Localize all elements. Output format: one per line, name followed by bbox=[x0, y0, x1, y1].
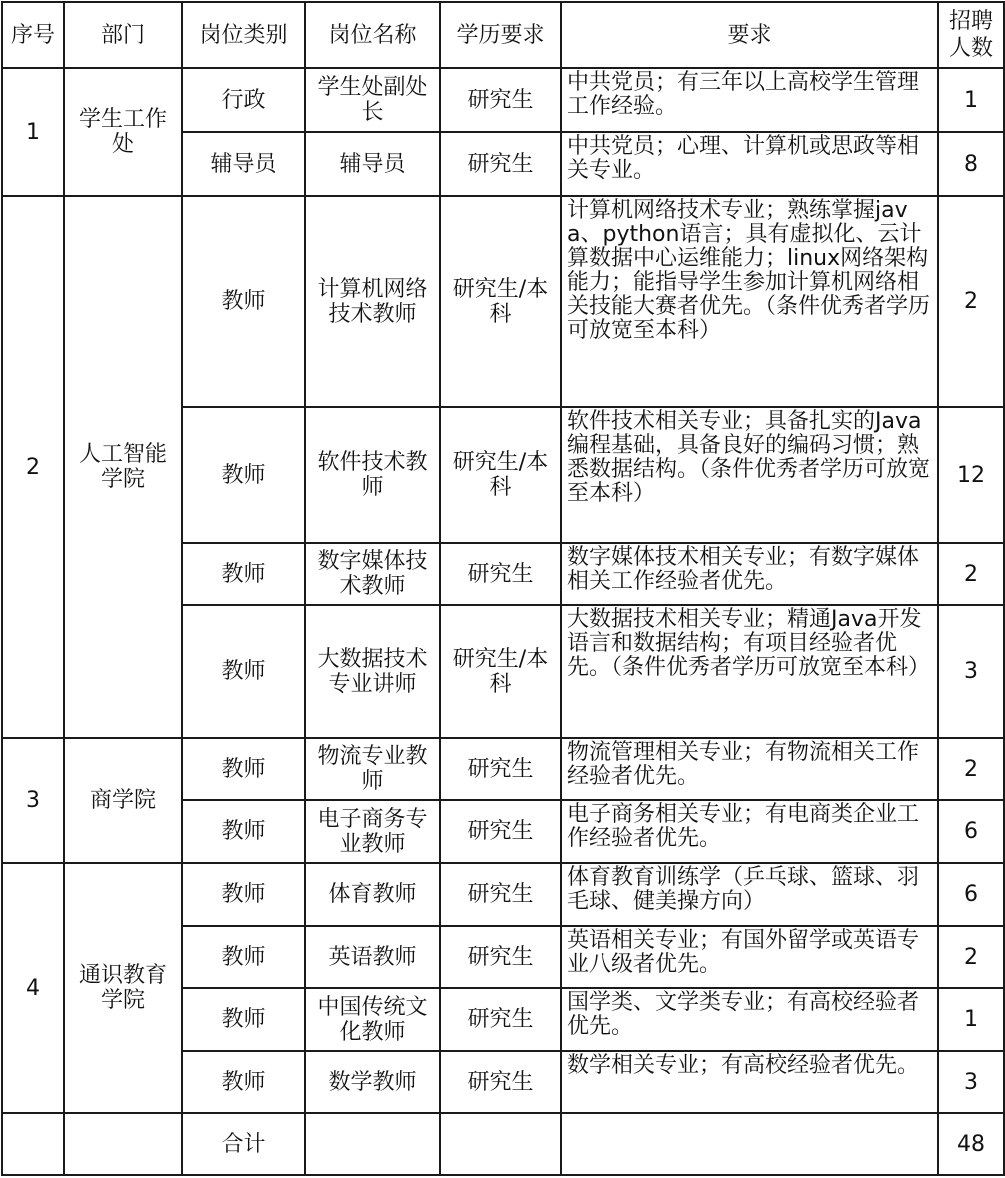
cell-education: 研究生 bbox=[440, 800, 561, 863]
cell-count: 1 bbox=[938, 68, 1004, 132]
cell-count: 1 bbox=[938, 988, 1004, 1051]
cell-category: 教师 bbox=[182, 738, 305, 800]
cell-count: 12 bbox=[938, 407, 1004, 543]
dept-name: 商学院 bbox=[64, 738, 182, 863]
total-empty-education bbox=[440, 1113, 561, 1175]
cell-count: 3 bbox=[938, 605, 1004, 738]
cell-position: 计算机网络技术教师 bbox=[305, 196, 440, 407]
cell-position: 英语教师 bbox=[305, 926, 440, 988]
cell-category: 教师 bbox=[182, 196, 305, 407]
cell-category: 教师 bbox=[182, 863, 305, 926]
cell-requirement: 体育教育训练学（乒乓球、篮球、羽毛球、健美操方向） bbox=[561, 863, 938, 926]
cell-education: 研究生 bbox=[440, 132, 561, 196]
dept-name: 通识教育学院 bbox=[64, 863, 182, 1113]
header-category: 岗位类别 bbox=[182, 2, 305, 68]
cell-category: 教师 bbox=[182, 926, 305, 988]
total-empty-requirement bbox=[561, 1113, 938, 1175]
cell-position: 数学教师 bbox=[305, 1051, 440, 1113]
total-empty-dept bbox=[64, 1113, 182, 1175]
cell-category: 辅导员 bbox=[182, 132, 305, 196]
total-row bbox=[2, 1113, 1004, 1175]
dept-no: 2 bbox=[2, 196, 64, 738]
header-count: 招聘人数 bbox=[938, 2, 1004, 68]
cell-category: 教师 bbox=[182, 407, 305, 543]
cell-category: 教师 bbox=[182, 988, 305, 1051]
cell-count: 6 bbox=[938, 863, 1004, 926]
cell-position: 学生处副处长 bbox=[305, 68, 440, 132]
cell-education: 研究生 bbox=[440, 738, 561, 800]
cell-education: 研究生/本科 bbox=[440, 407, 561, 543]
cell-education: 研究生/本科 bbox=[440, 196, 561, 407]
cell-category: 教师 bbox=[182, 543, 305, 605]
total-empty-position bbox=[305, 1113, 440, 1175]
cell-position: 软件技术教师 bbox=[305, 407, 440, 543]
cell-requirement: 国学类、文学类专业；有高校经验者优先。 bbox=[561, 988, 938, 1051]
dept-no: 4 bbox=[2, 863, 64, 1113]
header-no: 序号 bbox=[2, 2, 64, 68]
cell-count: 3 bbox=[938, 1051, 1004, 1113]
cell-position: 大数据技术专业讲师 bbox=[305, 605, 440, 738]
total-label: 合计 bbox=[182, 1113, 305, 1175]
cell-category: 教师 bbox=[182, 1051, 305, 1113]
cell-count: 6 bbox=[938, 800, 1004, 863]
cell-count: 2 bbox=[938, 196, 1004, 407]
total-empty-no bbox=[2, 1113, 64, 1175]
cell-requirement: 中共党员；有三年以上高校学生管理工作经验。 bbox=[561, 68, 938, 132]
cell-education: 研究生 bbox=[440, 926, 561, 988]
total-count: 48 bbox=[938, 1113, 1004, 1175]
cell-education: 研究生 bbox=[440, 1051, 561, 1113]
recruitment-table bbox=[1, 1, 1005, 1176]
header-requirement: 要求 bbox=[561, 2, 938, 68]
header-position: 岗位名称 bbox=[305, 2, 440, 68]
cell-position: 中国传统文化教师 bbox=[305, 988, 440, 1051]
cell-position: 物流专业教师 bbox=[305, 738, 440, 800]
table-row bbox=[2, 738, 1004, 800]
cell-requirement: 大数据技术相关专业；精通Java开发语言和数据结构；有项目经验者优先。（条件优秀者学历可放宽至本科） bbox=[561, 605, 938, 738]
cell-requirement: 计算机网络技术专业；熟练掌握java、python语言；具有虚拟化、云计算数据中心运维能力；linux网络架构能力；能指导学生参加计算机网络相关技能大赛者优先。（条件优秀者学历可放宽至本科） bbox=[561, 196, 938, 407]
cell-count: 2 bbox=[938, 543, 1004, 605]
cell-education: 研究生/本科 bbox=[440, 605, 561, 738]
table-row bbox=[2, 863, 1004, 926]
cell-category: 行政 bbox=[182, 68, 305, 132]
cell-education: 研究生 bbox=[440, 68, 561, 132]
cell-requirement: 电子商务相关专业；有电商类企业工作经验者优先。 bbox=[561, 800, 938, 863]
cell-category: 教师 bbox=[182, 800, 305, 863]
dept-name: 人工智能学院 bbox=[64, 196, 182, 738]
cell-education: 研究生 bbox=[440, 988, 561, 1051]
table-row bbox=[2, 68, 1004, 132]
table-row bbox=[2, 196, 1004, 407]
cell-requirement: 数字媒体技术相关专业；有数字媒体相关工作经验者优先。 bbox=[561, 543, 938, 605]
cell-position: 体育教师 bbox=[305, 863, 440, 926]
header-dept: 部门 bbox=[64, 2, 182, 68]
dept-no: 1 bbox=[2, 68, 64, 196]
cell-requirement: 中共党员；心理、计算机或思政等相关专业。 bbox=[561, 132, 938, 196]
cell-education: 研究生 bbox=[440, 543, 561, 605]
dept-no: 3 bbox=[2, 738, 64, 863]
cell-category: 教师 bbox=[182, 605, 305, 738]
cell-requirement: 数学相关专业；有高校经验者优先。 bbox=[561, 1051, 938, 1113]
dept-name: 学生工作处 bbox=[64, 68, 182, 196]
cell-requirement: 软件技术相关专业；具备扎实的Java编程基础，具备良好的编码习惯；熟悉数据结构。（条件优秀者学历可放宽至本科） bbox=[561, 407, 938, 543]
cell-position: 辅导员 bbox=[305, 132, 440, 196]
header-row bbox=[2, 2, 1004, 68]
cell-count: 8 bbox=[938, 132, 1004, 196]
cell-count: 2 bbox=[938, 738, 1004, 800]
cell-requirement: 英语相关专业；有国外留学或英语专业八级者优先。 bbox=[561, 926, 938, 988]
header-education: 学历要求 bbox=[440, 2, 561, 68]
cell-position: 电子商务专业教师 bbox=[305, 800, 440, 863]
cell-education: 研究生 bbox=[440, 863, 561, 926]
cell-count: 2 bbox=[938, 926, 1004, 988]
cell-position: 数字媒体技术教师 bbox=[305, 543, 440, 605]
cell-requirement: 物流管理相关专业；有物流相关工作经验者优先。 bbox=[561, 738, 938, 800]
